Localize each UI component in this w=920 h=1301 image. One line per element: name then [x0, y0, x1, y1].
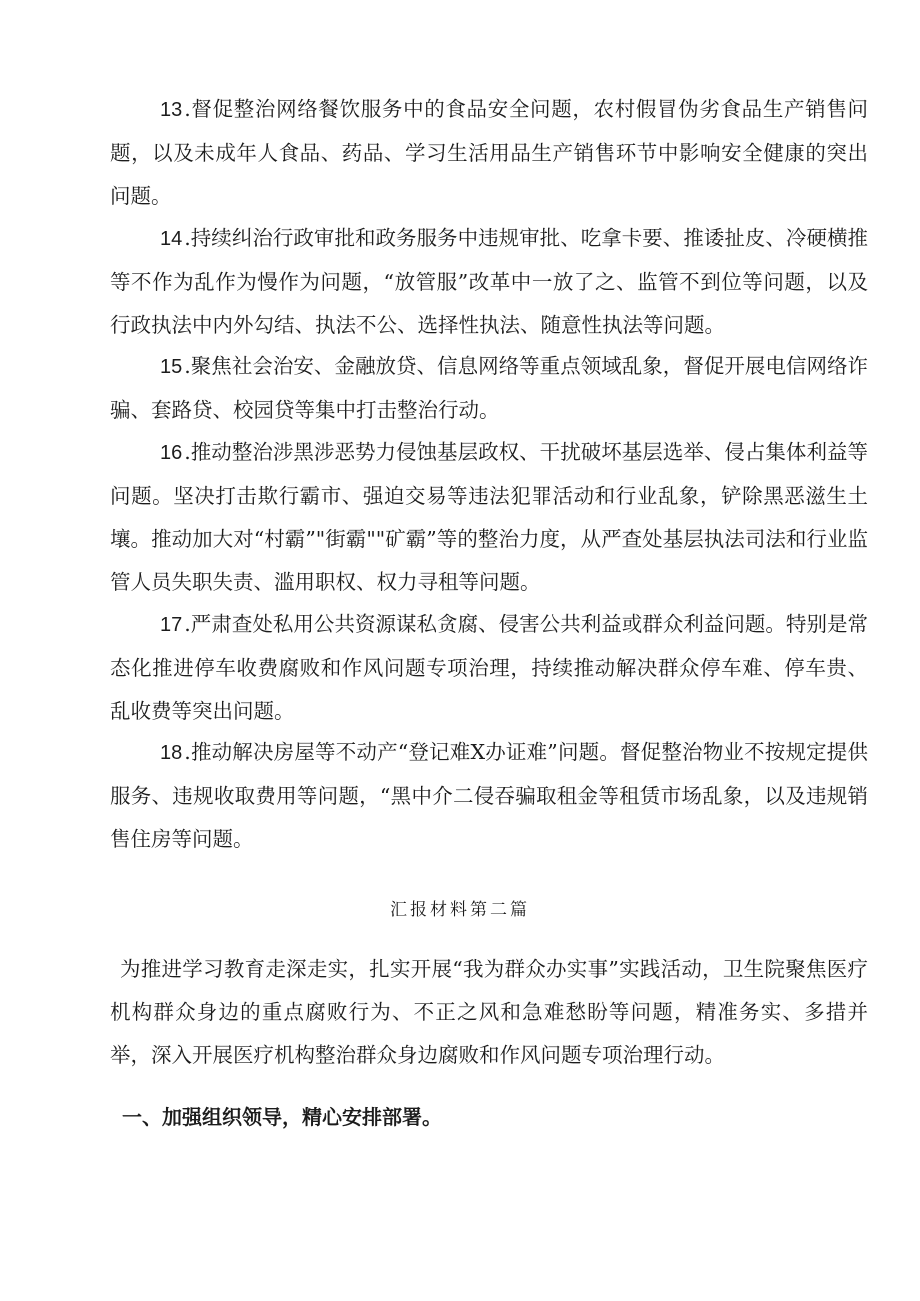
item-text: .聚焦社会治安、金融放贷、信息网络等重点领域乱象，督促开展电信网络诈骗、套路贷、校园贷等集中打击整治行动。	[110, 354, 868, 422]
section-heading: 一、加强组织领导，精心安排部署。	[122, 1105, 442, 1129]
item-number: 15	[160, 356, 183, 378]
list-item-17	[110, 603, 868, 733]
item-text: .推动整治涉黑涉恶势力侵蚀基层政权、干扰破坏基层选举、侵占集体利益等问题。坚决打击欺行霸市、强迫交易等违法犯罪活动和行业乱象，铲除黑恶滋生土壤。推动加大对“村霸”"街霸""矿霸”等的整治力度，从严查处基层执法司法和行业监管人员失职失责、滥用职权、权力寻租等问题。	[110, 440, 868, 594]
item-number: 18	[160, 742, 183, 764]
list-item-16	[110, 431, 868, 604]
item-number: 13	[160, 99, 183, 121]
item-text: .推动解决房屋等不动产“登记难X办证难”问题。督促整治物业不按规定提供服务、违规收取费用等问题，“黑中介二侵吞骗取租金等租赁市场乱象，以及违规销售住房等问题。	[110, 740, 868, 851]
list-item-14	[110, 217, 868, 347]
intro-paragraph: 为推进学习教育走深走实，扎实开展“我为群众办实事”实践活动，卫生院聚焦医疗机构群众身边的重点腐败行为、不正之风和急难愁盼等问题，精准务实、多措并举，深入开展医疗机构整治群众身边腐败和作风问题专项治理行动。	[110, 957, 868, 1067]
item-number: 14	[160, 228, 183, 250]
list-item-13	[110, 88, 868, 218]
list-item-18	[110, 731, 868, 861]
list-item-15	[110, 345, 868, 432]
item-number: 17	[160, 614, 183, 636]
item-text: .督促整治网络餐饮服务中的食品安全问题，农村假冒伪劣食品生产销售问题，以及未成年人食品、药品、学习生活用品生产销售环节中影响安全健康的突出问题。	[110, 97, 868, 208]
section-title: 汇报材料第二篇	[390, 900, 530, 920]
item-text: .严肃查处私用公共资源谋私贪腐、侵害公共利益或群众利益问题。特别是常态化推进停车收费腐败和作风问题专项治理，持续推动解决群众停车难、停车贵、乱收费等突出问题。	[110, 612, 868, 723]
item-number: 16	[160, 442, 183, 464]
item-text: .持续纠治行政审批和政务服务中违规审批、吃拿卡要、推诿扯皮、冷硬横推等不作为乱作为慢作为问题，“放管服”改革中一放了之、监管不到位等问题，以及行政执法中内外勾结、执法不公、选择性执法、随意性执法等问题。	[110, 226, 868, 337]
